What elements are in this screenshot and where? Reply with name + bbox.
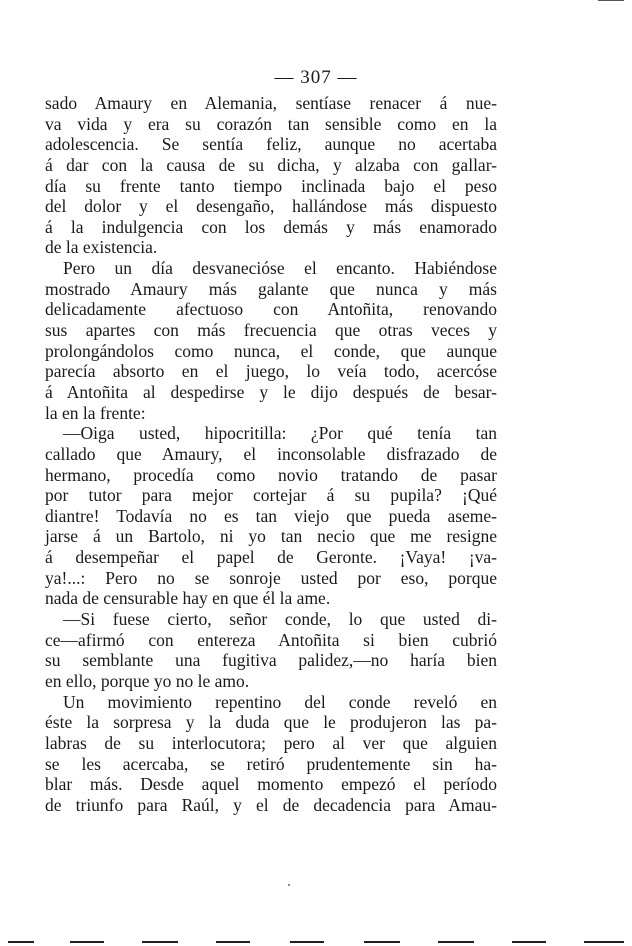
text-line: por tutor para mejor cortejar á su pupila? ¡Qué <box>45 485 497 506</box>
text-line: adolescencia. Se sentía feliz, aunque no acertaba <box>45 134 497 155</box>
edge-rule <box>70 941 104 943</box>
edge-rule <box>438 941 474 943</box>
text-line: su semblante una fugitiva palidez,—no haría bien <box>45 650 497 671</box>
text-line: jarse á un Bartolo, ni yo tan necio que me resigne <box>45 526 497 547</box>
text-line: á desempeñar el papel de Geronte. ¡Vaya! ¡va- <box>45 547 497 568</box>
text-line: callado que Amaury, el inconsolable disfrazado de <box>45 443 497 464</box>
text-line: va vida y era su corazón tan sensible como en la <box>45 113 497 134</box>
edge-rule <box>142 941 178 943</box>
text-line: á Antoñita al despedirse y le dijo después de besar- <box>45 381 497 402</box>
text-line: á dar con la causa de su dicha, y alzaba con gallar- <box>45 154 497 175</box>
text-line: —Si fuese cierto, señor conde, lo que usted di- <box>63 609 497 630</box>
text-line: —Oiga usted, hipocritilla: ¿Por qué tenía tan <box>63 423 497 444</box>
text-line: del dolor y el desengaño, hallándose más dispuesto <box>45 196 497 217</box>
text-line: blar más. Desde aquel momento empezó el período <box>45 774 497 795</box>
text-line: día su frente tanto tiempo inclinada bajo el peso <box>45 175 497 196</box>
text-line: prolongándolos como nunca, el conde, que aunque <box>45 340 497 361</box>
text-line: Pero un día desvanecióse el encanto. Habiéndose <box>63 258 497 279</box>
edge-rule <box>290 941 324 943</box>
text-line: de la existencia. <box>45 237 158 258</box>
text-line: delicadamente afectuoso con Antoñita, renovando <box>45 299 497 320</box>
edge-rule <box>216 941 250 943</box>
text-line: parecía absorto en el juego, lo veía todo, acercóse <box>45 361 497 382</box>
scan-speck <box>288 884 290 886</box>
text-line: éste la sorpresa y la duda que le produjeron las pa- <box>45 712 497 733</box>
text-line: hermano, procedía como novio tratando de pasar <box>45 464 497 485</box>
text-line: la en la frente: <box>45 402 146 423</box>
body-text <box>45 93 497 815</box>
page-number: — 307 — <box>274 67 358 88</box>
bottom-edge-rules <box>0 941 632 946</box>
edge-rule <box>512 941 546 943</box>
text-line: ya!...: Pero no se sonroje usted por eso, porque <box>45 567 497 588</box>
text-line: sado Amaury en Alemania, sentíase renacer á nue- <box>45 93 497 113</box>
text-line: de triunfo para Raúl, y el de decadencia para Amau- <box>45 794 497 815</box>
edge-rule <box>584 941 624 943</box>
text-line: mostrado Amaury más galante que nunca y más <box>45 278 497 299</box>
text-line: labras de su interlocutora; pero al ver que alguien <box>45 732 497 753</box>
text-line: Un movimiento repentino del conde reveló en <box>63 691 497 712</box>
top-edge-rule <box>598 0 624 1</box>
text-line: nada de censurable hay en que él la ame. <box>45 588 331 609</box>
text-line: se les acercaba, se retiró prudentemente sin ha- <box>45 753 497 774</box>
edge-rule <box>364 941 400 943</box>
text-line: ce—afirmó con entereza Antoñita si bien cubrió <box>45 629 497 650</box>
text-line: en ello, porque yo no le amo. <box>45 670 250 691</box>
text-line: sus apartes con más frecuencia que otras veces y <box>45 320 497 341</box>
text-line: á la indulgencia con los demás y más enamorado <box>45 216 497 237</box>
text-line: diantre! Todavía no es tan viejo que pueda aseme- <box>45 505 497 526</box>
edge-rule <box>8 941 34 943</box>
